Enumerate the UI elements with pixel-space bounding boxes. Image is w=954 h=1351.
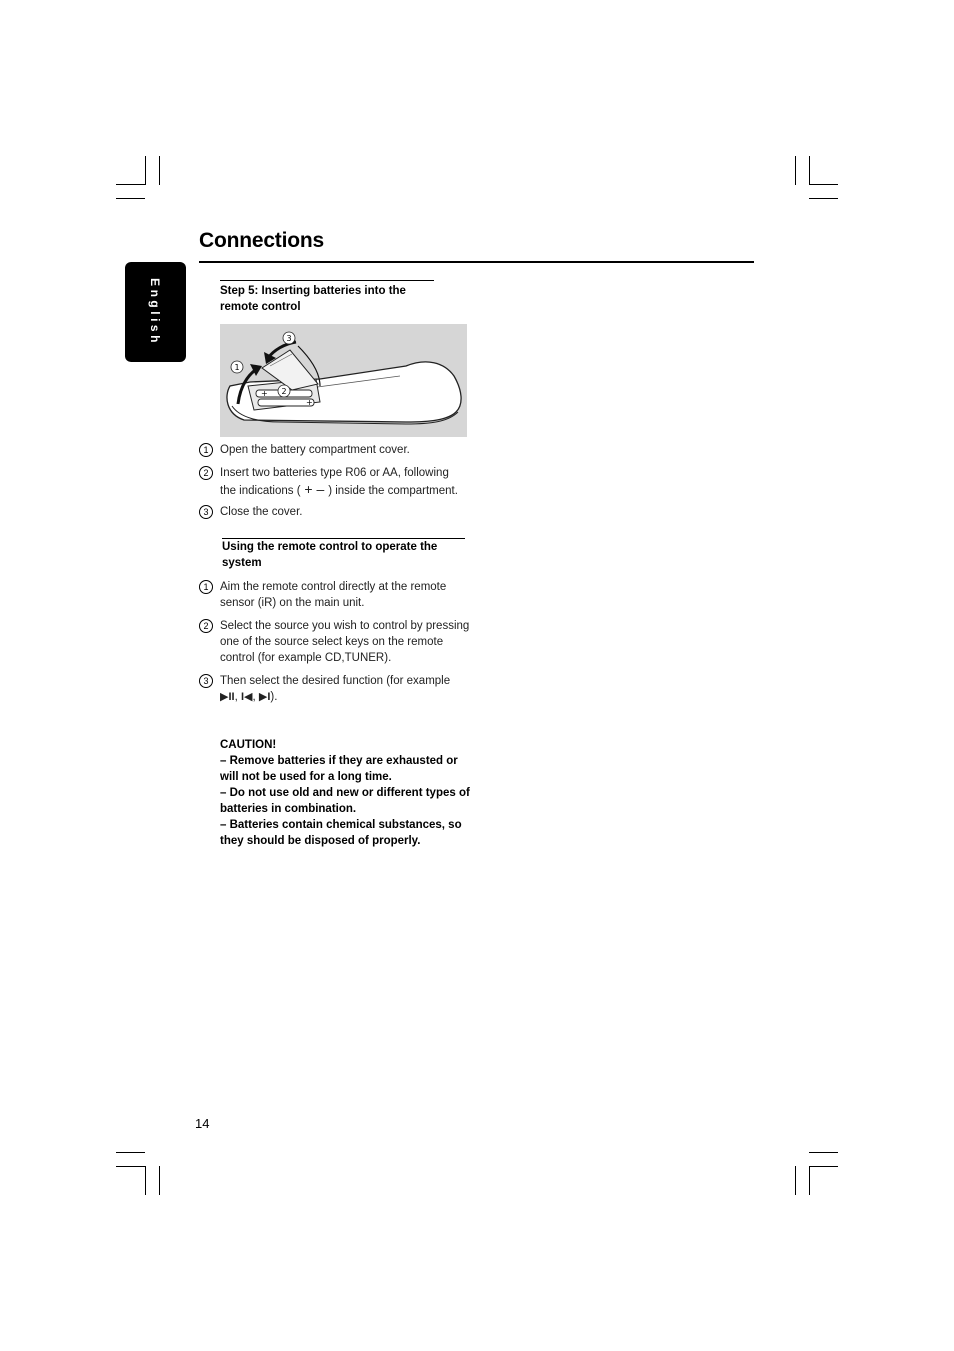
play-pause-icon: ▶II [220,691,235,703]
title-divider [199,261,754,263]
language-tab-label: English [148,278,162,346]
using-heading: Using the remote control to operate the system [222,541,438,569]
step-text [220,465,468,499]
skip-next-icon: ▶I [258,691,271,703]
step-number-badge: 3 [199,674,213,688]
polarity-icon: + – [300,481,329,497]
step-text-part: ). [270,691,278,703]
page-title: Connections [199,229,324,252]
step-text: Close the cover. [220,506,303,518]
battery-insertion-illustration [220,324,467,437]
step-number-badge: 2 [199,466,213,480]
caution-block [220,737,470,849]
caution-title: CAUTION! [220,739,277,751]
svg-text:2: 2 [281,387,287,396]
step-text-part: Insert two batteries type R06 or AA, following the indications ( [220,467,449,497]
step-text-part: Then select the desired function (for example [220,675,451,687]
page-number: 14 [195,1116,210,1131]
svg-text:3: 3 [286,334,292,343]
caution-item: – Do not use old and new or different types of batteries in combination. [220,787,470,815]
step5-heading: Step 5: Inserting batteries into the remote control [220,285,406,313]
step-number-badge: 1 [199,580,213,594]
skip-previous-icon: I◀ [240,691,253,703]
step-text: Aim the remote control directly at the remote sensor (iR) on the main unit. [220,581,447,609]
step-text-part: ) inside the compartment. [328,485,458,497]
step-number-badge: 1 [199,443,213,457]
step-text: Select the source you wish to control by pressing one of the source select keys on the remote control (for example CD,TUNER). [220,620,470,664]
step-text: Then select the desired function (for example ▶II, I◀, ▶I). [220,675,451,703]
svg-text:+: + [261,389,268,398]
step-number-badge: 3 [199,505,213,519]
step-text: Open the battery compartment cover. [220,444,410,456]
caution-item: – Remove batteries if they are exhausted or will not be used for a long time. [220,755,458,783]
svg-text:1: 1 [234,363,240,372]
step-number-badge: 2 [199,619,213,633]
section-divider [220,280,434,281]
svg-text:+: + [306,398,313,407]
caution-item: – Batteries contain chemical substances, so they should be disposed of properly. [220,819,462,847]
